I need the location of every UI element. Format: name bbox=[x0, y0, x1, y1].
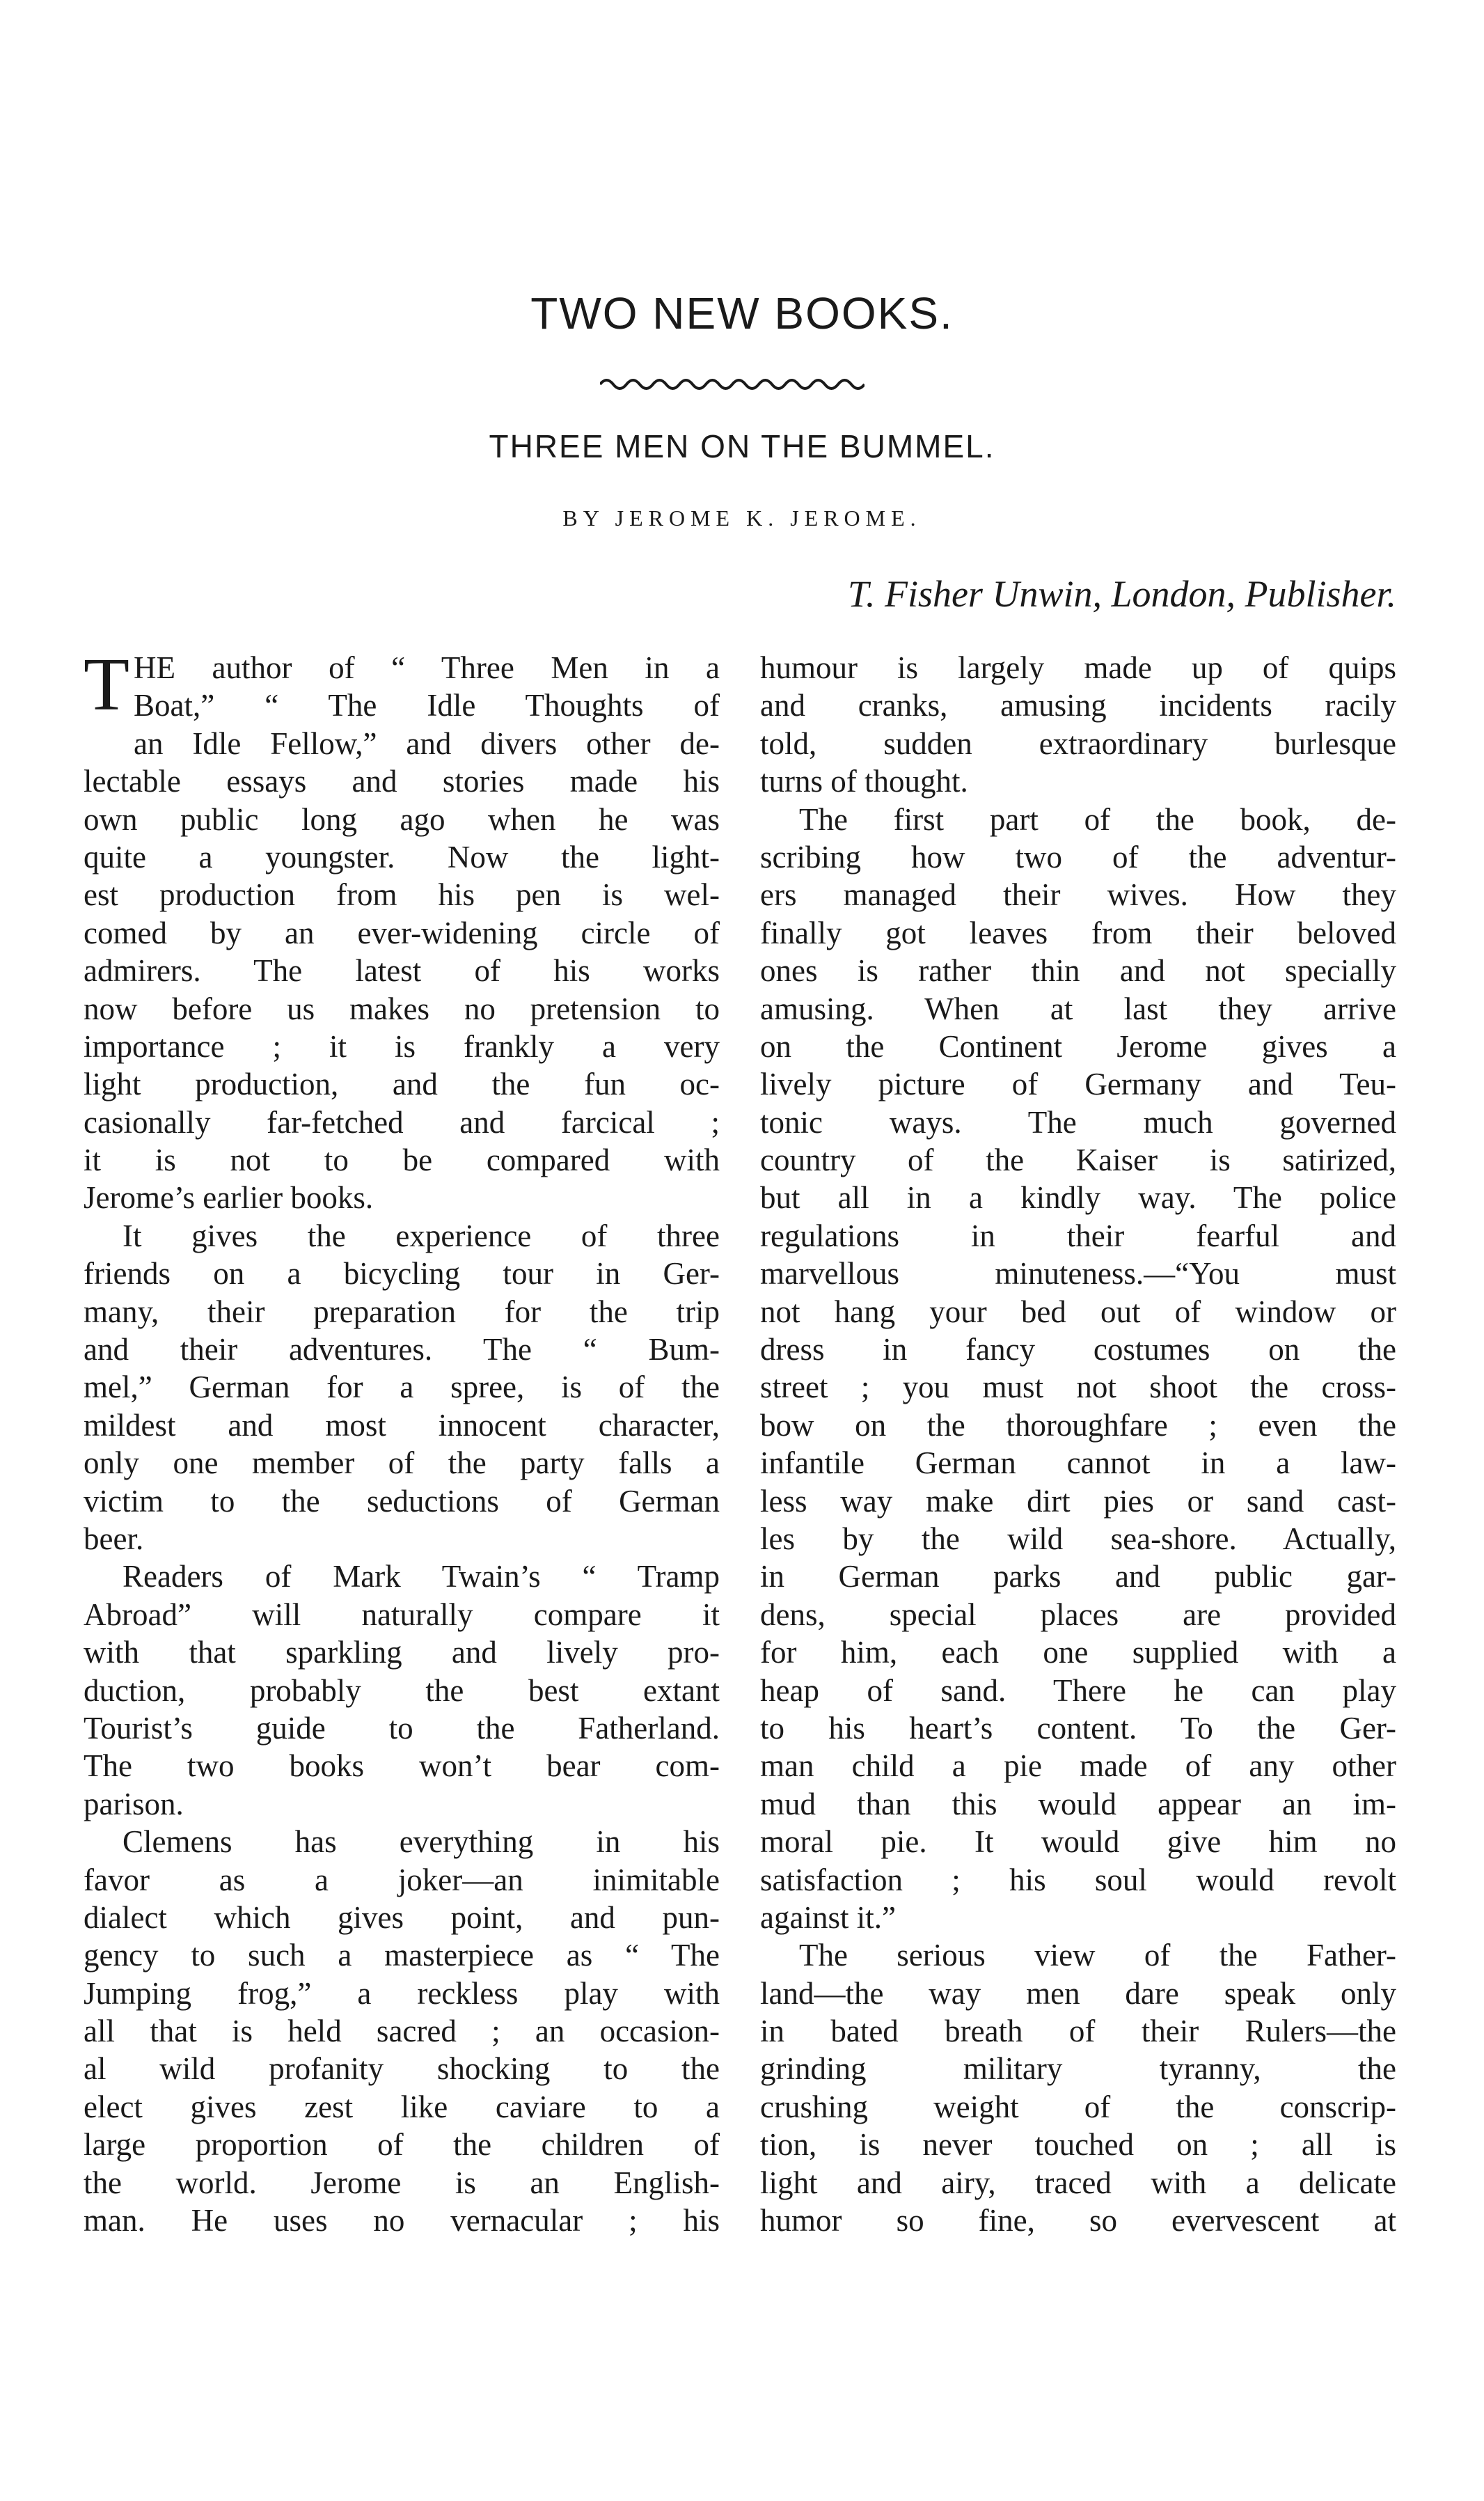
text-line: les by the wild sea-shore. Actually, bbox=[760, 1521, 1396, 1556]
text-line: The serious view of the Father- bbox=[799, 1938, 1396, 1973]
text-line: finally got leaves from their beloved bbox=[760, 915, 1396, 950]
text-line: bow on the thoroughfare ; even the bbox=[760, 1407, 1396, 1443]
text-line: large proportion of the children of bbox=[84, 2127, 720, 2163]
text-line: Abroad” will naturally compare it bbox=[84, 1597, 720, 1632]
decorative-divider bbox=[600, 375, 865, 391]
text-line: with that sparkling and lively pro- bbox=[84, 1635, 720, 1670]
text-line: dens, special places are provided bbox=[760, 1597, 1396, 1632]
text-line: against it.” bbox=[760, 1899, 896, 1935]
text-line: heap of sand. There he can play bbox=[760, 1672, 1396, 1708]
text-line: less way make dirt pies or sand cast- bbox=[760, 1483, 1396, 1519]
text-line: It gives the experience of three bbox=[123, 1218, 720, 1253]
text-line: on the Continent Jerome gives a bbox=[760, 1028, 1396, 1064]
text-line: an Idle Fellow,” and divers other de- bbox=[133, 726, 720, 761]
text-line: street ; you must not shoot the cross- bbox=[760, 1370, 1396, 1405]
text-line: Readers of Mark Twain’s “ Tramp bbox=[123, 1559, 720, 1594]
text-line: man child a pie made of any other bbox=[760, 1748, 1396, 1784]
text-line: and their adventures. The “ Bum- bbox=[84, 1332, 720, 1367]
text-line: satisfaction ; his soul would revolt bbox=[760, 1862, 1396, 1897]
text-line: infantile German cannot in a law- bbox=[760, 1445, 1396, 1481]
text-line: marvellous minuteness.—“You must bbox=[760, 1256, 1396, 1292]
article-column-left bbox=[84, 643, 720, 2239]
text-line: victim to the seductions of German bbox=[84, 1483, 720, 1519]
text-line: mildest and most innocent character, bbox=[84, 1407, 720, 1443]
text-line: country of the Kaiser is satirized, bbox=[760, 1143, 1396, 1178]
text-line: but all in a kindly way. The police bbox=[760, 1180, 1396, 1216]
text-line: importance ; it is frankly a very bbox=[84, 1028, 720, 1064]
text-line: light and airy, traced with a delicate bbox=[760, 2165, 1396, 2200]
publisher-credit: T. Fisher Unwin, London, Publisher. bbox=[847, 573, 1396, 615]
text-line: mel,” German for a spree, is of the bbox=[84, 1370, 720, 1405]
text-line: ers managed their wives. How they bbox=[760, 877, 1396, 913]
text-line: in bated breath of their Rulers—the bbox=[760, 2014, 1396, 2049]
text-line: tonic ways. The much governed bbox=[760, 1104, 1396, 1140]
book-title: THREE MEN ON THE BUMMEL. bbox=[489, 428, 995, 464]
text-line: now before us makes no pretension to bbox=[84, 991, 720, 1026]
text-line: amusing. When at last they arrive bbox=[760, 991, 1396, 1026]
text-line: Clemens has everything in his bbox=[123, 1824, 720, 1860]
section-title: TWO NEW BOOKS. bbox=[530, 288, 954, 338]
text-line: parison. bbox=[84, 1786, 184, 1821]
text-line: it is not to be compared with bbox=[84, 1143, 720, 1178]
text-line: scribing how two of the adventur- bbox=[760, 839, 1396, 875]
text-line: gency to such a masterpiece as “ The bbox=[84, 1938, 720, 1973]
text-line: lively picture of Germany and Teu- bbox=[760, 1067, 1396, 1102]
text-line: grinding military tyranny, the bbox=[760, 2051, 1396, 2087]
text-line: duction, probably the best extant bbox=[84, 1672, 720, 1708]
drop-cap: T bbox=[84, 643, 129, 726]
text-line: The two books won’t bear com- bbox=[84, 1748, 720, 1784]
text-line: Jumping frog,” a reckless play with bbox=[84, 1975, 720, 2011]
text-line: friends on a bicycling tour in Ger- bbox=[84, 1256, 720, 1292]
text-line: Boat,” “ The Idle Thoughts of bbox=[133, 688, 720, 723]
text-line: turns of thought. bbox=[760, 764, 968, 799]
text-line: and cranks, amusing incidents racily bbox=[760, 688, 1396, 723]
text-line: land—the way men dare speak only bbox=[760, 1975, 1396, 2011]
text-line: humor so fine, so evervescent at bbox=[760, 2203, 1396, 2239]
text-line: ones is rather thin and not specially bbox=[760, 953, 1396, 989]
text-line: casionally far-fetched and farcical ; bbox=[84, 1104, 720, 1140]
text-line: favor as a joker—an inimitable bbox=[84, 1862, 720, 1897]
text-line: beer. bbox=[84, 1521, 144, 1556]
text-line: crushing weight of the conscrip- bbox=[760, 2089, 1396, 2124]
text-line: al wild profanity shocking to the bbox=[84, 2051, 720, 2087]
text-line: dialect which gives point, and pun- bbox=[84, 1899, 720, 1935]
text-line: The first part of the book, de- bbox=[799, 801, 1396, 837]
text-line: the world. Jerome is an English- bbox=[84, 2165, 720, 2200]
article-column-right bbox=[760, 649, 1396, 2239]
text-line: dress in fancy costumes on the bbox=[760, 1332, 1396, 1367]
text-line: admirers. The latest of his works bbox=[84, 953, 720, 989]
text-line: est production from his pen is wel- bbox=[84, 877, 720, 913]
text-line: not hang your bed out of window or bbox=[760, 1294, 1396, 1329]
text-line: quite a youngster. Now the light- bbox=[84, 839, 720, 875]
text-line: HE author of “ Three Men in a bbox=[133, 650, 720, 685]
text-line: for him, each one supplied with a bbox=[760, 1635, 1396, 1670]
text-line: many, their preparation for the trip bbox=[84, 1294, 720, 1329]
text-line: tion, is never touched on ; all is bbox=[760, 2127, 1396, 2163]
text-line: to his heart’s content. To the Ger- bbox=[760, 1710, 1396, 1746]
text-line: lectable essays and stories made his bbox=[84, 764, 720, 799]
text-line: regulations in their fearful and bbox=[760, 1218, 1396, 1253]
text-line: told, sudden extraordinary burlesque bbox=[760, 726, 1396, 761]
text-line: man. He uses no vernacular ; his bbox=[84, 2203, 720, 2239]
text-line: elect gives zest like caviare to a bbox=[84, 2089, 720, 2124]
text-line: own public long ago when he was bbox=[84, 801, 720, 837]
text-line: all that is held sacred ; an occasion- bbox=[84, 2014, 720, 2049]
text-line: mud than this would appear an im- bbox=[760, 1786, 1396, 1821]
text-line: humour is largely made up of quips bbox=[760, 650, 1396, 685]
text-line: light production, and the fun oc- bbox=[84, 1067, 720, 1102]
text-line: Jerome’s earlier books. bbox=[84, 1180, 374, 1216]
byline: BY JEROME K. JEROME. bbox=[562, 505, 922, 531]
text-line: only one member of the party falls a bbox=[84, 1445, 720, 1481]
text-line: comed by an ever-widening circle of bbox=[84, 915, 720, 950]
text-line: Tourist’s guide to the Fatherland. bbox=[84, 1710, 720, 1746]
text-line: moral pie. It would give him no bbox=[760, 1824, 1396, 1860]
text-line: in German parks and public gar- bbox=[760, 1559, 1396, 1594]
